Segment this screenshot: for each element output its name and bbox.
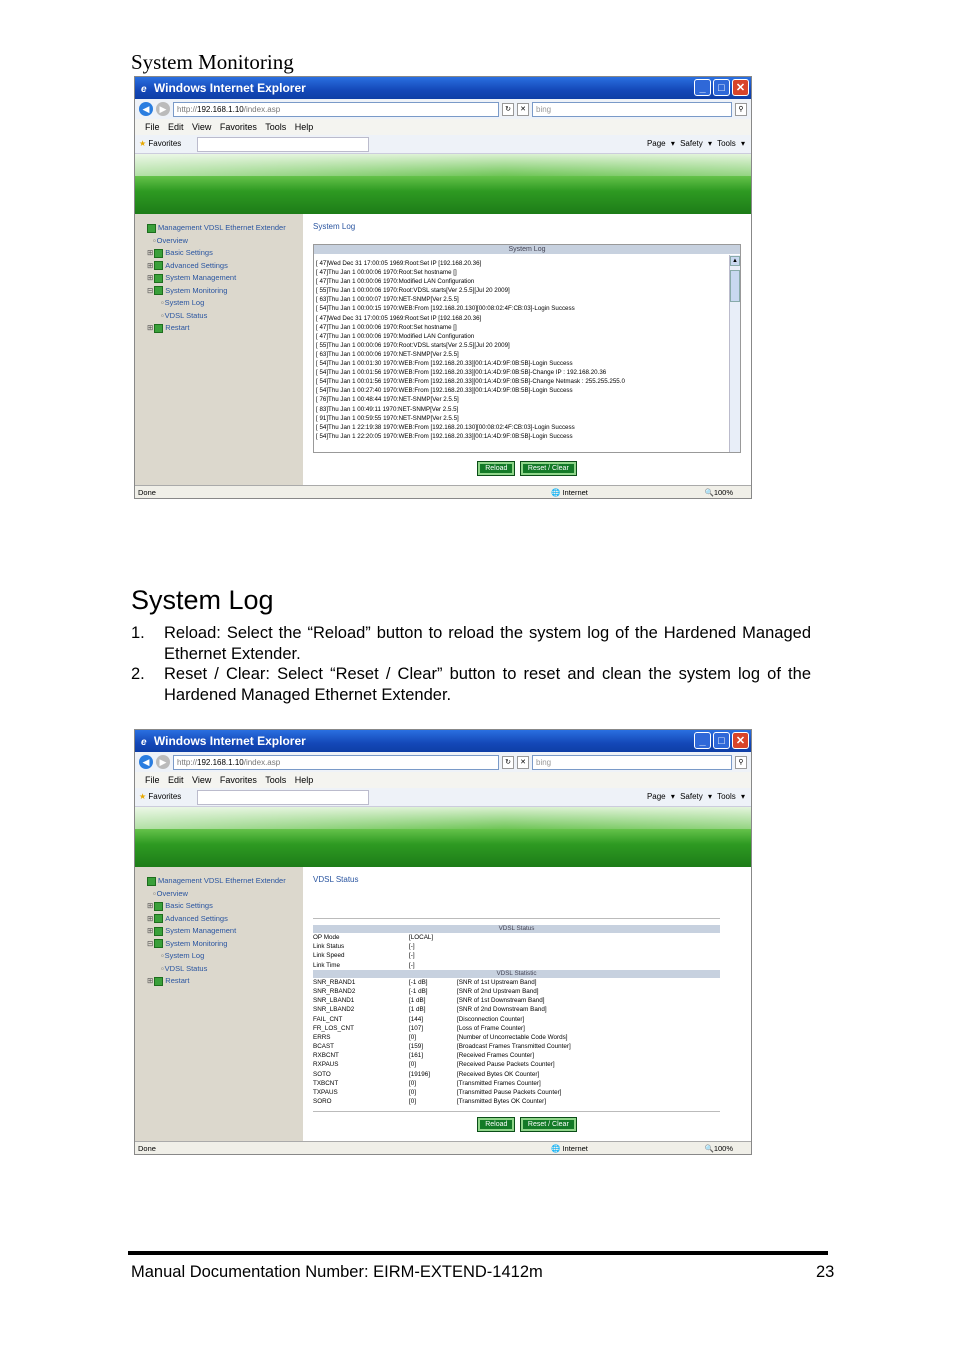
- sidebar-item-root[interactable]: Management VDSL Ethernet Extender: [147, 222, 303, 235]
- search-icon[interactable]: ⚲: [735, 756, 747, 769]
- sidebar-tree: [135, 867, 303, 1141]
- stop-icon[interactable]: ✕: [517, 756, 529, 769]
- log-line: [ 54]Thu Jan 1 00:01:30 1970:WEB:From [192.168.20.33][00:1A:4D:9F:0B:5B]-Login Success: [316, 360, 573, 368]
- browser-window-system-log: [134, 76, 752, 499]
- close-button[interactable]: ✕: [732, 79, 749, 96]
- folder-icon: [154, 249, 163, 258]
- statistic-row: ERRS [0] [Number of Uncorrectable Code Words]: [313, 1033, 568, 1041]
- browser-titlebar: [135, 77, 751, 99]
- vdsl-status-header: VDSL Status: [313, 925, 720, 933]
- favorites-label[interactable]: Favorites: [148, 792, 182, 801]
- address-bar[interactable]: http://192.168.1.10/index.asp: [173, 102, 499, 117]
- sidebar-item-basic-settings[interactable]: ⊞ Basic Settings: [147, 248, 213, 257]
- minimize-button[interactable]: _: [694, 79, 711, 96]
- statistic-row: RXPAUS [0] [Received Pause Packets Counter]: [313, 1061, 555, 1069]
- green-banner: [135, 807, 751, 867]
- scroll-up-icon: ▲: [730, 256, 740, 266]
- address-row: [135, 752, 751, 772]
- section-title: System Monitoring: [131, 50, 294, 74]
- zoom-level[interactable]: 🔍100%: [704, 488, 733, 497]
- list-item-reload: 1. Reload: Select the “Reload” button to reload the system log of the Hardened Managed Ethernet Extender.: [131, 624, 811, 663]
- statistic-row: SNR_RBAND1 [-1 dB] [SNR of 1st Upstream Band]: [313, 978, 537, 986]
- favorites-bar: [135, 788, 751, 807]
- command-bar[interactable]: Page ▾ Safety ▾ Tools ▾: [646, 792, 745, 801]
- forward-icon[interactable]: ▶: [156, 102, 170, 116]
- log-line: [ 47]Thu Jan 1 00:00:06 1970:Root:Set hostname []: [316, 323, 457, 331]
- log-line: [ 63]Thu Jan 1 00:00:07 1970:NET-SNMP[Ver 2.5.5]: [316, 296, 459, 304]
- search-input[interactable]: bing: [532, 755, 732, 770]
- log-line: [ 54]Thu Jan 1 00:01:56 1970:WEB:From [192.168.20.33][00:1A:4D:9F:0B:5B]-Change Netmask : 255.255.255.0: [316, 378, 625, 386]
- folder-icon: [154, 927, 163, 936]
- footer-doc-number: Manual Documentation Number: EIRM-EXTEND-1412m: [131, 1263, 543, 1281]
- list-item-reset: 2. Reset / Clear: Select “Reset / Clear” button to reset and clean the system log of the Hardened Managed Ethernet Extender.: [131, 665, 811, 704]
- search-icon[interactable]: ⚲: [735, 103, 747, 116]
- close-button[interactable]: ✕: [732, 732, 749, 749]
- status-bar: [135, 1141, 751, 1155]
- log-line: [ 54]Thu Jan 1 22:20:05 1970:WEB:From [192.168.20.33][00:1A:4D:9F:0B:5B]-Login Success: [316, 432, 573, 440]
- sidebar-item-system-monitoring[interactable]: ⊟ System Monitoring: [147, 285, 228, 295]
- log-line: [ 55]Thu Jan 1 00:00:06 1970:Root:VDSL starts[Ver 2.5.5][Jul 20 2009]: [316, 287, 510, 295]
- reload-button[interactable]: Reload: [478, 1118, 514, 1131]
- status-row: OP Mode [LOCAL]: [313, 934, 434, 941]
- log-line: [ 47]Thu Jan 1 00:00:06 1970:Root:Set hostname []: [316, 269, 457, 277]
- sidebar-item-basic-settings[interactable]: ⊞ Basic Settings: [147, 901, 213, 910]
- folder-icon: [154, 274, 163, 283]
- main-panel: [303, 867, 751, 1141]
- minimize-button[interactable]: _: [694, 732, 711, 749]
- sidebar-item-advanced-settings[interactable]: ⊞ Advanced Settings: [147, 913, 228, 923]
- sidebar-item-root[interactable]: Management VDSL Ethernet Extender: [147, 875, 303, 888]
- folder-icon: [154, 286, 163, 295]
- sidebar-item-system-management[interactable]: ⊞ System Management: [147, 926, 237, 935]
- menu-bar[interactable]: File Edit View Favorites Tools Help: [135, 119, 751, 135]
- refresh-icon[interactable]: ↻: [502, 756, 514, 769]
- log-line: [ 54]Thu Jan 1 00:27:40 1970:WEB:From [192.168.20.33][00:1A:4D:9F:0B:5B]-Login Success: [316, 387, 573, 395]
- system-log-box[interactable]: [313, 244, 741, 453]
- status-row: Link Speed [-]: [313, 952, 415, 960]
- statistic-row: RXBCNT [161] [Received Frames Counter]: [313, 1052, 534, 1060]
- page-title: System Log: [313, 222, 356, 231]
- sidebar-item-system-management[interactable]: ⊞ System Management: [147, 273, 237, 282]
- vdsl-statistic-header: VDSL Statistic: [313, 970, 720, 978]
- browser-window-vdsl-status: [134, 729, 752, 1155]
- reload-button[interactable]: Reload: [478, 462, 514, 475]
- status-text: Done: [138, 488, 156, 497]
- folder-icon: [154, 324, 163, 333]
- footer-rule: [128, 1251, 828, 1255]
- statistic-row: SOTO [19196] [Received Bytes OK Counter]: [313, 1070, 540, 1078]
- browser-title: Windows Internet Explorer: [153, 734, 306, 748]
- log-line: [ 54]Thu Jan 1 00:01:56 1970:WEB:From [192.168.20.33][00:1A:4D:9F:0B:5B]-Change IP : 192.168.20.36: [316, 369, 607, 377]
- sidebar-item-advanced-settings[interactable]: ⊞ Advanced Settings: [147, 260, 228, 270]
- main-panel: [303, 214, 751, 485]
- green-banner: [135, 154, 751, 214]
- sidebar-item-system-monitoring[interactable]: ⊟ System Monitoring: [147, 938, 228, 948]
- page-title: VDSL Status: [313, 875, 359, 884]
- address-row: [135, 99, 751, 119]
- browser-titlebar: [135, 730, 751, 752]
- reset-clear-button[interactable]: Reset / Clear: [521, 462, 576, 475]
- favorites-bar: [135, 135, 751, 154]
- folder-icon: [154, 261, 163, 270]
- folder-icon: [154, 939, 163, 948]
- zoom-level[interactable]: 🔍100%: [704, 1144, 733, 1153]
- status-text: Done: [138, 1144, 156, 1153]
- log-line: [ 54]Thu Jan 1 00:00:15 1970:WEB:From [192.168.20.130][00:08:02:4F:CB:03]-Login Success: [316, 305, 575, 313]
- sidebar-tree: [135, 214, 303, 485]
- sidebar-item-restart[interactable]: ⊞ Restart: [147, 976, 190, 985]
- log-line: [ 47]Wed Dec 31 17:00:05 1969:Root:Set IP [192.168.20.36]: [316, 314, 482, 322]
- maximize-button[interactable]: □: [713, 79, 730, 96]
- sidebar-item-system-log[interactable]: ▫System Log: [161, 951, 205, 960]
- statistic-row: BCAST [159] [Broadcast Frames Transmitted Counter]: [313, 1043, 571, 1051]
- sidebar-item-vdsl-status[interactable]: ▫VDSL Status: [161, 963, 208, 973]
- back-icon[interactable]: ◀: [139, 755, 153, 769]
- folder-icon: [147, 224, 156, 233]
- log-line: [ 63]Thu Jan 1 00:00:06 1970:NET-SNMP[Ver 2.5.5]: [316, 350, 459, 358]
- sidebar-item-vdsl-status[interactable]: ▫VDSL Status: [161, 310, 208, 320]
- back-icon[interactable]: ◀: [139, 102, 153, 116]
- maximize-button[interactable]: □: [713, 732, 730, 749]
- status-bar: [135, 485, 751, 499]
- statistic-row: TXPAUS [0] [Transmitted Pause Packets Counter]: [313, 1089, 562, 1096]
- favorites-star-icon[interactable]: ★: [139, 792, 147, 801]
- status-row: Link Status [-]: [313, 943, 415, 951]
- statistic-row: SORO [0] [Transmitted Bytes OK Counter]: [313, 1098, 547, 1106]
- sidebar-item-restart[interactable]: ⊞ Restart: [147, 323, 190, 332]
- menu-bar[interactable]: File Edit View Favorites Tools Help: [135, 772, 751, 788]
- search-input[interactable]: bing: [532, 102, 732, 117]
- system-log-heading: System Log: [131, 585, 274, 615]
- system-log-lines: [316, 259, 728, 441]
- log-line: [ 54]Thu Jan 1 22:19:38 1970:WEB:From [192.168.20.130][00:08:02:4F:CB:03]-Login Success: [316, 423, 575, 431]
- browser-title: Windows Internet Explorer: [153, 81, 306, 95]
- sidebar-item-overview[interactable]: ▫Overview: [153, 235, 188, 245]
- refresh-icon[interactable]: ↻: [502, 103, 514, 116]
- command-bar[interactable]: Page ▾ Safety ▾ Tools ▾: [646, 139, 745, 148]
- browser-tab[interactable]: [197, 790, 369, 805]
- statistic-row: SNR_RBAND2 [-1 dB] [SNR of 2nd Upstream Band]: [313, 987, 539, 995]
- statistic-row: FAIL_CNT [144] [Disconnection Counter]: [313, 1015, 525, 1023]
- stop-icon[interactable]: ✕: [517, 103, 529, 116]
- vdsl-status-table: [313, 925, 720, 1106]
- favorites-label[interactable]: Favorites: [148, 139, 182, 148]
- sidebar-item-overview[interactable]: ▫Overview: [153, 888, 188, 898]
- folder-icon: [154, 914, 163, 923]
- forward-icon[interactable]: ▶: [156, 755, 170, 769]
- statistic-row: SNR_LBAND2 [1 dB] [SNR of 2nd Downstream Band]: [313, 1006, 547, 1014]
- statistic-row: SNR_LBAND1 [1 dB] [SNR of 1st Downstream Band]: [313, 997, 545, 1005]
- statistic-row: FR_LOS_CNT [107] [Loss of Frame Counter]: [313, 1024, 525, 1032]
- favorites-star-icon[interactable]: ★: [139, 139, 147, 148]
- status-row: Link Time [-]: [313, 961, 415, 969]
- internet-zone: 🌐 Internet: [551, 1144, 588, 1153]
- reset-clear-button[interactable]: Reset / Clear: [521, 1118, 576, 1131]
- system-log-header: System Log: [314, 245, 740, 254]
- log-line: [ 83]Thu Jan 1 00:49:11 1970:NET-SNMP[Ver 2.5.5]: [316, 405, 459, 413]
- folder-icon: [154, 902, 163, 911]
- browser-tab[interactable]: [197, 137, 369, 152]
- log-line: [ 47]Wed Dec 31 17:00:05 1969:Root:Set IP [192.168.20.36]: [316, 260, 482, 267]
- ie-logo-icon: e: [141, 737, 147, 748]
- page-number: 23: [816, 1263, 835, 1281]
- log-line: [ 76]Thu Jan 1 00:48:44 1970:NET-SNMP[Ver 2.5.5]: [316, 396, 459, 404]
- internet-zone: 🌐 Internet: [551, 488, 588, 497]
- folder-icon: [147, 877, 156, 886]
- log-line: [ 47]Thu Jan 1 00:00:06 1970:Modified LAN Configuration: [316, 332, 475, 340]
- statistic-row: TXBCNT [0] [Transmitted Frames Counter]: [313, 1079, 541, 1087]
- sidebar-item-system-log[interactable]: ▫System Log: [161, 298, 205, 307]
- ie-logo-icon: e: [141, 84, 147, 95]
- log-scrollbar[interactable]: [729, 255, 740, 452]
- folder-icon: [154, 977, 163, 986]
- address-bar[interactable]: http://192.168.1.10/index.asp: [173, 755, 499, 770]
- log-line: [ 47]Thu Jan 1 00:00:06 1970:Modified LAN Configuration: [316, 278, 475, 286]
- log-line: [ 55]Thu Jan 1 00:00:06 1970:Root:VDSL starts[Ver 2.5.5][Jul 20 2009]: [316, 341, 510, 349]
- log-line: [ 91]Thu Jan 1 00:59:55 1970:NET-SNMP[Ver 2.5.5]: [316, 414, 459, 422]
